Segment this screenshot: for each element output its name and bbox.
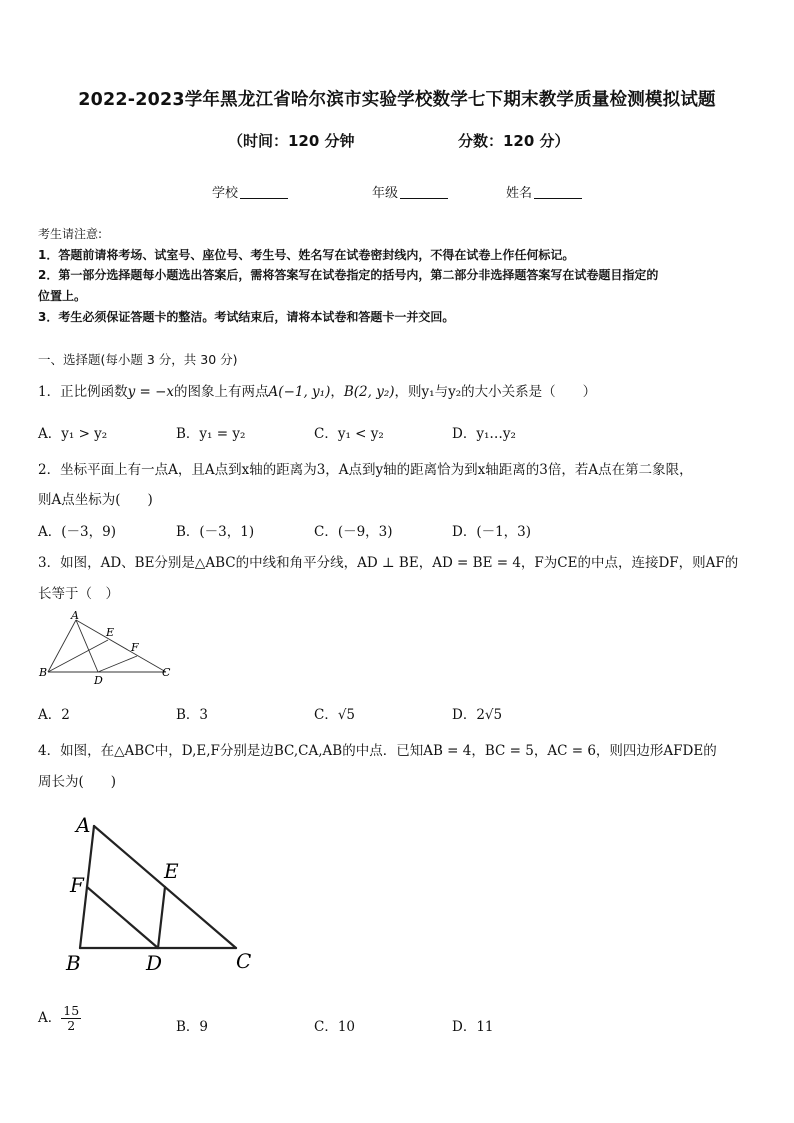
q3-option-c: C．√5: [314, 707, 356, 723]
page-title: 2022-2023学年黑龙江省哈尔滨市实验学校数学七下期末教学质量检测模拟试题: [78, 90, 716, 110]
question-3-line1: 3．如图，AD、BE分别是△ABC的中线和角平分线，AD ⊥ BE，AD = BE = 4，F为CE的中点，连接DF，则AF的: [38, 555, 739, 571]
q2-option-b: B．(－3，1): [176, 524, 255, 540]
q4-option-b: B．9: [176, 1019, 209, 1035]
question-4-line1: 4．如图，在△ABC中，D,E,F分别是边BC,CA,AB的中点．已知AB = 4，BC = 5，AC = 6，则四边形AFDE的: [38, 743, 717, 759]
q3-edge-ac: [76, 620, 166, 672]
q3-triangle-figure: [38, 608, 178, 688]
q3-label-c: C: [162, 666, 171, 679]
q1-text: 1．正比例函数: [38, 384, 128, 400]
exam-score: 分数：120 分）: [458, 132, 570, 150]
school-field: [212, 182, 288, 201]
question-3-line2: 长等于（ ）: [38, 586, 119, 602]
section-heading: 一、选择题(每小题 3 分，共 30 分): [38, 352, 238, 367]
q3-label-f: F: [131, 641, 139, 654]
q1-option-c: C．y₁ < y₂: [314, 426, 384, 442]
q4-label-b: B: [66, 951, 81, 975]
q4-label-f: F: [70, 873, 84, 897]
notice-item: 位置上。: [38, 289, 87, 303]
name-field: [506, 182, 582, 201]
q4-option-a-label: A．: [38, 1009, 62, 1026]
q3-option-d: D．2√5: [452, 707, 503, 723]
fraction-denominator: 2: [67, 1017, 76, 1033]
q2-option-d: D．(－1，3): [452, 524, 532, 540]
q4-option-c: C．10: [314, 1019, 356, 1035]
q1-function: y = −x: [127, 384, 175, 400]
q1-text: ，则y₁与y₂的大小关系是（ ）: [394, 384, 597, 400]
q2-option-c: C．(－9，3): [314, 524, 393, 540]
exam-time: （时间：120 分钟: [228, 132, 355, 150]
question-1: [38, 380, 596, 400]
q3-label-d: D: [94, 674, 103, 687]
q1-text: 的图象上有两点: [174, 384, 269, 400]
q4-segment-fd: [87, 887, 158, 948]
q4-label-c: C: [236, 949, 252, 973]
q1-option-b: B．y₁ = y₂: [176, 426, 246, 442]
q1-point-a: A(−1, y₁): [268, 384, 331, 400]
fraction-numerator: 15: [63, 1003, 80, 1018]
question-2-line2: 则A点坐标为( ): [38, 492, 153, 508]
q4-triangle-figure: [60, 808, 260, 978]
q1-option-d: D．y₁…y₂: [452, 426, 516, 442]
school-label: 学校: [212, 186, 239, 201]
q4-label-e: E: [164, 859, 179, 883]
notice-item: 1．答题前请将考场、试室号、座位号、考生号、姓名写在试卷密封线内，不得在试卷上作任何标记。: [38, 248, 575, 262]
q3-label-e: E: [106, 626, 115, 639]
q3-option-b: B．3: [176, 707, 209, 723]
grade-field: [372, 182, 448, 201]
q4-label-a: A: [76, 813, 91, 837]
grade-label: 年级: [372, 186, 399, 201]
q4-segment-ed: [158, 887, 165, 948]
q4-option-a: [38, 1004, 81, 1033]
question-2-line1: 2．坐标平面上有一点A，且A点到x轴的距离为3，A点到y轴的距离恰为到x轴距离的3倍，若A点在第二象限，: [38, 462, 693, 478]
name-label: 姓名: [506, 186, 533, 201]
q3-label-a: A: [71, 609, 79, 622]
q4-option-a-fraction: [61, 1004, 81, 1033]
q1-option-a: A．y₁ > y₂: [38, 426, 108, 442]
q3-option-a: A．2: [38, 707, 70, 723]
q3-label-b: B: [39, 666, 48, 679]
q4-label-d: D: [146, 951, 163, 975]
q3-segment-df: [98, 656, 137, 672]
q2-option-a: A．(－3，9): [38, 524, 116, 540]
notice-heading: 考生请注意:: [38, 227, 103, 241]
q4-option-d: D．11: [452, 1019, 494, 1035]
q1-text: ，: [330, 384, 344, 400]
q3-median-ad: [76, 620, 98, 672]
question-4-line2: 周长为( ): [38, 774, 117, 790]
q1-point-b: B(2, y₂): [343, 384, 395, 400]
notice-item: 3．考生必须保证答题卡的整洁。考试结束后，请将本试卷和答题卡一并交回。: [38, 310, 455, 324]
notice-item: 2．第一部分选择题每小题选出答案后，需将答案写在试卷指定的括号内，第二部分非选择题答案写在试卷题目指定的: [38, 268, 659, 282]
